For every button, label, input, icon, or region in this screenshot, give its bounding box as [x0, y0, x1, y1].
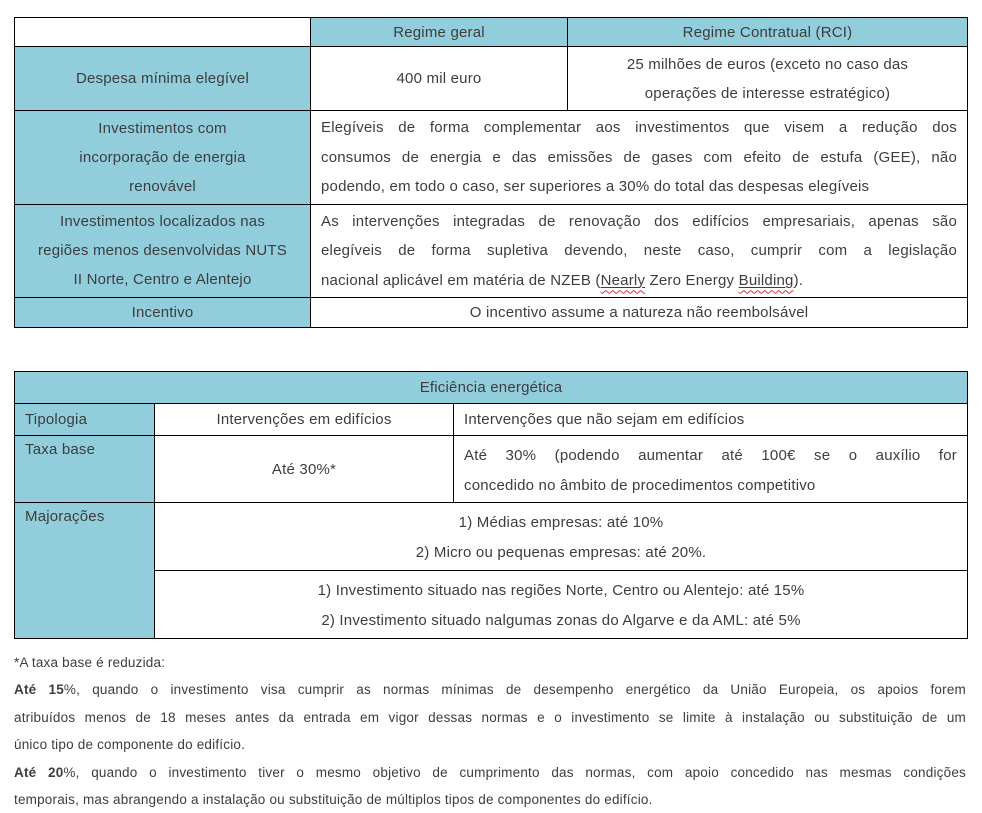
t1-renovavel-label-line: Investimentos com: [98, 119, 227, 137]
footnote-p2-bold: Até 20: [14, 764, 64, 780]
t2-tipologia-edificios: Intervenções em edifícios: [155, 404, 454, 436]
t1-renovavel-label-line: incorporação de energia: [79, 148, 246, 166]
t2-majoracoes-label: Majorações: [15, 503, 155, 639]
t1-header-regime-contratual: Regime Contratual (RCI): [568, 18, 968, 47]
t1-nuts-body-justified-lines-line: elegíveis de forma supletiva devendo, neste caso, cumprir com a legislação: [321, 242, 957, 259]
footnotes: [14, 649, 966, 813]
t2-taxa-edificios-value: Até 30%*: [155, 436, 454, 503]
t2-taxa-nao-edificios-value-line: concedido no âmbito de procedimentos competitivo: [464, 476, 816, 494]
table-row: [15, 111, 968, 205]
spellchecked-word: [739, 272, 794, 289]
t1-despesa-rci-value: [568, 47, 968, 111]
footnote-p2-line1-rest: %, quando o investimento tiver o mesmo objetivo de cumprimento das normas, com apoio concedido nas mesmas condições: [63, 764, 966, 780]
t2-taxa-nao-edificios-value: [454, 436, 968, 503]
t1-nuts-nzeb-line: [321, 266, 957, 296]
t1-despesa-rci-value-line: 25 milhões de euros (exceto no caso das: [626, 55, 909, 73]
t1-nuts-label-line: regiões menos desenvolvidas NUTS: [37, 242, 287, 260]
t1-despesa-geral-value: 400 mil euro: [311, 47, 568, 111]
t1-renovavel-body-line: Elegíveis de forma complementar aos investimentos que visem a redução dos: [321, 119, 957, 136]
nzeb-word-building: Building: [738, 271, 794, 289]
t1-nuts-label: [15, 204, 311, 298]
t1-despesa-rci-value-line: operações de interesse estratégico): [644, 84, 891, 102]
table-row: [15, 404, 968, 436]
t2-majoracoes-group-b-line: 2) Investimento situado nalgumas zonas do Algarve e da AML: até 5%: [321, 612, 801, 629]
footnote-intro: *A taxa base é reduzida:: [14, 655, 166, 670]
t1-incentivo-label: Incentivo: [15, 298, 311, 328]
t1-nuts-body-justified-lines: [321, 207, 957, 266]
t1-nuts-label-line: II Norte, Centro e Alentejo: [73, 271, 252, 289]
regimes-table: [14, 17, 968, 328]
table-row: [15, 298, 968, 328]
footnote-p1-bold: Até 15: [14, 682, 64, 698]
t1-renovavel-body-line: podendo, em todo o caso, ser superiores a 30% do total das despesas elegíveis: [321, 178, 870, 195]
t1-despesa-label: Despesa mínima elegível: [15, 47, 311, 111]
t2-majoracoes-group-a-line: 2) Micro ou pequenas empresas: até 20%.: [415, 544, 707, 561]
t2-majoracoes-group-a-line: 1) Médias empresas: até 10%: [458, 514, 664, 531]
spellchecked-word: [601, 272, 646, 289]
t1-nuts-label-line: Investimentos localizados nas: [59, 213, 266, 231]
t1-incentivo-body: O incentivo assume a natureza não reembolsável: [311, 298, 968, 328]
nzeb-line-pre: nacional aplicável em matéria de NZEB (: [321, 271, 601, 289]
t1-empty-header-cell: [15, 18, 311, 47]
table-row: [15, 204, 968, 298]
t1-nuts-body-justified-lines-line: As intervenções integradas de renovação dos edifícios empresariais, apenas são: [321, 212, 957, 230]
t1-renovavel-label-line: renovável: [129, 177, 196, 195]
table-row: [15, 436, 968, 503]
footnote-p1-line1: [14, 676, 966, 703]
t2-majoracoes-group-b-line: 1) Investimento situado nas regiões Norte, Centro ou Alentejo: até 15%: [317, 582, 805, 599]
footnote-p1-line2: atribuídos menos de 18 meses antes da entrada em vigor dessas normas e o investimento se limite à instalação ou substituição de um: [14, 709, 966, 725]
t2-tipologia-nao-edificios: Intervenções que não sejam em edifícios: [454, 404, 968, 436]
table-row: [15, 18, 968, 47]
t1-header-regime-geral: Regime geral: [311, 18, 568, 47]
table-row: [15, 503, 968, 571]
t1-renovavel-label: [15, 111, 311, 205]
table-row: [15, 372, 968, 404]
footnote-p1-line3: único tipo de componente do edifício.: [14, 737, 246, 753]
t2-title: Eficiência energética: [15, 372, 968, 404]
eficiencia-energetica-table: [14, 371, 968, 639]
nzeb-word-nearly: Nearly: [600, 271, 646, 289]
table-row: [15, 47, 968, 111]
t1-renovavel-body-line: consumos de energia e das emissões de gases com efeito de estufa (GEE), não: [321, 148, 957, 166]
table-row: [15, 571, 968, 639]
t2-majoracoes-group-b: [155, 571, 968, 639]
t2-taxa-nao-edificios-value-line: Até 30% (podendo aumentar até 100€ se o auxílio for: [464, 447, 957, 464]
footnote-p2-line2: temporais, mas abrangendo a instalação ou substituição de múltiplos tipos de componentes do edifício.: [14, 792, 653, 808]
footnote-p1-line1-rest: %, quando o investimento visa cumprir as normas mínimas de desempenho energético da União Europeia, os apoios forem: [63, 682, 966, 698]
t2-majoracoes-group-a: [155, 503, 968, 571]
nzeb-line-mid: Zero Energy: [645, 271, 739, 289]
t1-renovavel-body: [311, 111, 968, 205]
t1-nuts-body: [311, 204, 968, 298]
t2-tipologia-label: Tipologia: [15, 404, 155, 436]
footnote-p2-line1: [14, 759, 966, 786]
t2-taxa-label: Taxa base: [15, 436, 155, 503]
nzeb-line-post: ).: [793, 271, 804, 289]
